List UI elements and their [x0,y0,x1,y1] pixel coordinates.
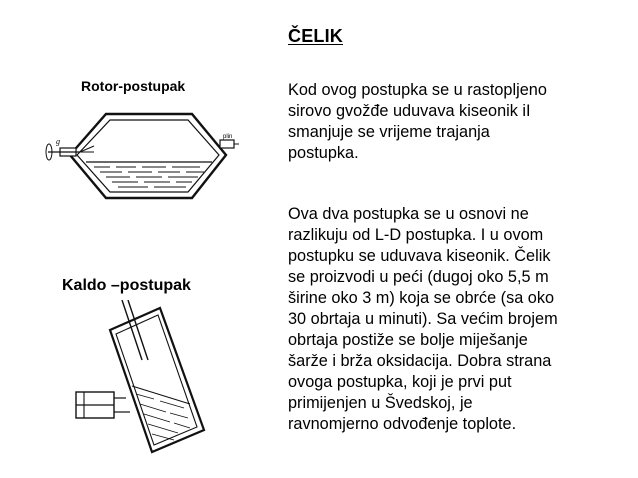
rotor-vessel-inner [77,120,219,192]
kaldo-process-label: Kaldo –postupak [62,277,191,294]
kaldo-converter-diagram [70,300,210,468]
paragraph-rotor-description: Kod ovog postupka se u rastopljeno sirovo gvožđe uduvava kiseonik iI smanjuje se vrijeme trajanja postupka. [288,81,547,162]
lance-label-g: g [56,137,60,146]
paragraph-kaldo-description: Ova dva postupka se u osnovi ne razlikuju od L-D postupka. I u ovom postupku se uduvava kiseonik. Čelik se proizvodi u peći (dugoj oko 5,5 m širine oko 3 m) koja se obrće (sa oko 30 obrtaja u minuti). Sa većim brojem obrtaja postiže se bolje miješanje šarže i brža oksidacija. Dobra strana ovoga postupka, koji je prvi put primijenjen u Švedskoj, je ravnomjerno odvođenje toplote. [288,205,558,433]
kaldo-support-frame [76,392,130,418]
outlet-label-plin: plin [223,134,233,140]
rotor-process-label: Rotor-postupak [81,78,186,94]
oxygen-lance-left [46,137,94,160]
gas-outlet-right [220,134,239,148]
melt-hatching [94,167,204,187]
slide-title: ČELIK [288,26,343,46]
rotor-vessel-outer [70,114,226,198]
rotor-furnace-diagram [40,100,240,212]
